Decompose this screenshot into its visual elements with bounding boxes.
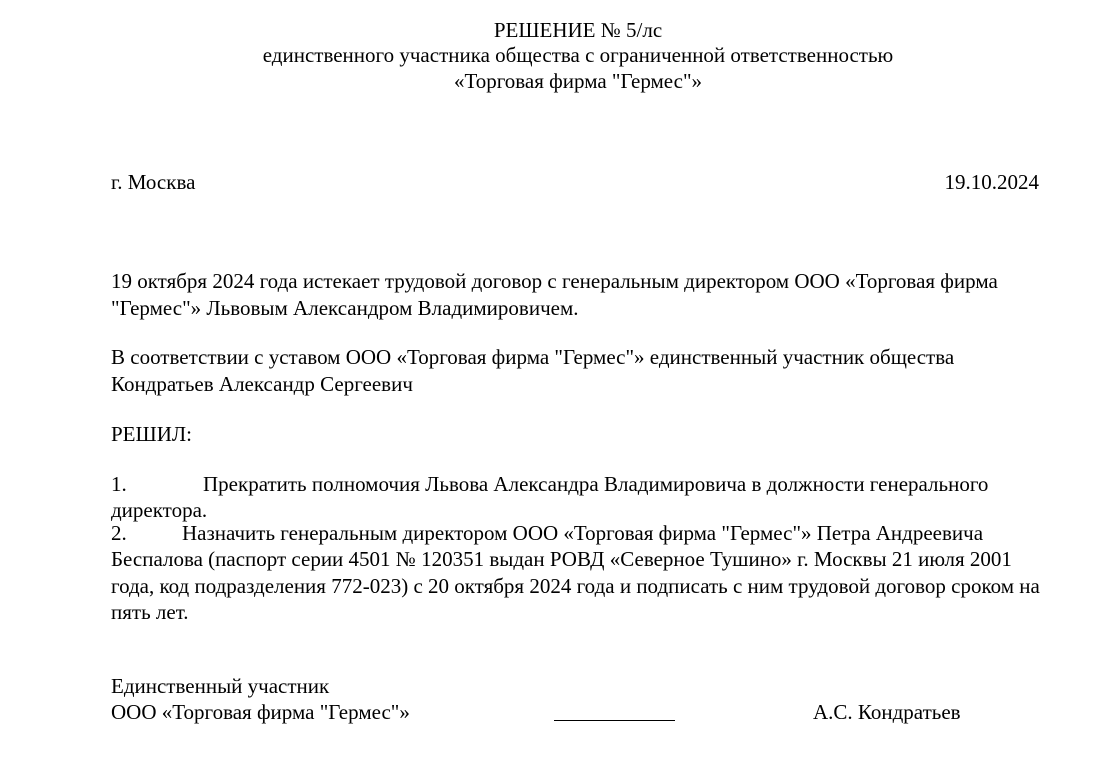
item-number: 1.: [111, 472, 127, 496]
document-date: 19.10.2024: [944, 170, 1039, 194]
decided-heading: РЕШИЛ:: [111, 422, 192, 446]
decision-item-2-continuation: Беспалова (паспорт серии 4501 № 120351 выдан РОВД «Северное Тушино» г. Москвы 21 июля 2001 года, код подразделения 772-023) с 20 октября 2024 года и подписать с ним трудовой договор сроком на пять лет.: [111, 547, 1040, 624]
company-name: «Торговая фирма "Гермес"»: [453, 69, 703, 93]
signatory-role: Единственный участник: [111, 674, 330, 698]
decision-item-1: [111, 471, 988, 497]
decision-item-2: [111, 520, 983, 546]
item-number: 2.: [111, 521, 127, 545]
city: г. Москва: [111, 170, 196, 194]
item-text: Прекратить полномочия Львова Александра Владимировича в должности генерального: [203, 472, 989, 496]
signatory-company: ООО «Торговая фирма "Гермес"»: [111, 700, 410, 724]
decision-item-1-continuation: директора.: [111, 498, 208, 522]
signature-blank-line: [554, 720, 675, 721]
signatory-name: А.С. Кондратьев: [813, 700, 961, 724]
document-title: РЕШЕНИЕ № 5/лс: [493, 18, 663, 42]
paragraph-charter: В соответствии с уставом ООО «Торговая фирма "Гермес"» единственный участник общества Кондратьев Александр Сергеевич: [111, 345, 955, 396]
item-text: Назначить генеральным директором ООО «Торговая фирма "Гермес"» Петра Андреевича: [182, 521, 984, 545]
document-subtitle: единственного участника общества с ограниченной ответственностью: [262, 43, 894, 67]
paragraph-contract-expiry: 19 октября 2024 года истекает трудовой договор с генеральным директором ООО «Торговая фирма "Гермес"» Львовым Александром Владимировичем.: [111, 269, 998, 320]
